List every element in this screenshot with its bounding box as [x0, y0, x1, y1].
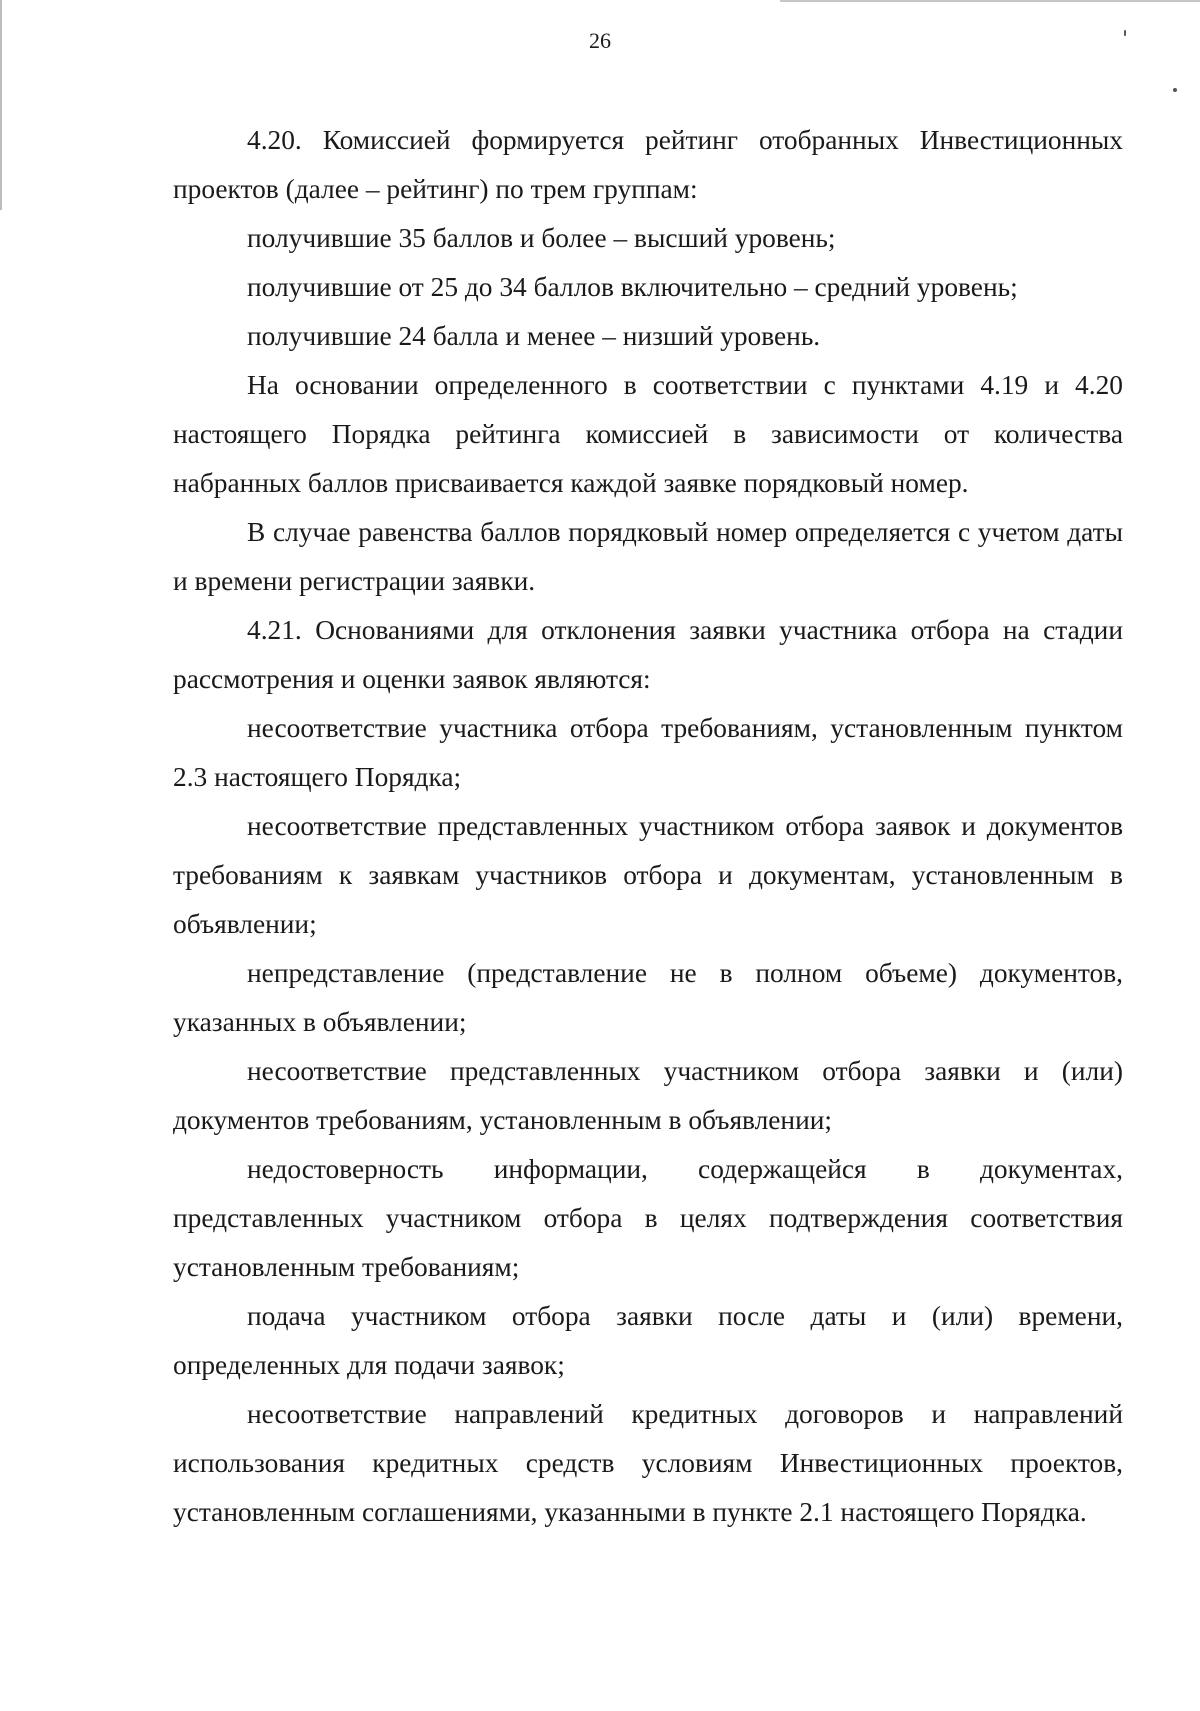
page-number: 26	[589, 28, 611, 53]
rejection-reason-item: непредставление (представление не в полном объеме) документов, указанных в объявлении;	[173, 958, 1123, 1037]
rejection-reason-item: несоответствие представленных участником отбора заявок и документов требованиям к заявкам участников отбора и документам, установленным в объявлении;	[173, 811, 1123, 939]
rejection-reason-item: недостоверность информации, содержащейся в документах, представленных участником отбора в целях подтверждения соответствия установленным требованиям;	[173, 1154, 1123, 1282]
rejection-reason-item: несоответствие участника отбора требованиям, установленным пунктом 2.3 настоящего Порядка;	[173, 713, 1123, 792]
paragraph-tie-break: В случае равенства баллов порядковый номер определяется с учетом даты и времени регистрации заявки.	[173, 517, 1123, 596]
rejection-reason-item: несоответствие представленных участником отбора заявки и (или) документов требованиям, установленным в объявлении;	[173, 1056, 1123, 1135]
paragraph-4-21-intro: 4.21. Основаниями для отклонения заявки участника отбора на стадии рассмотрения и оценки заявок являются:	[173, 615, 1123, 694]
rating-group-low: получившие 24 балла и менее – низший уровень.	[247, 321, 821, 351]
rating-group-medium: получившие от 25 до 34 баллов включительно – средний уровень;	[247, 272, 1018, 302]
document-body	[173, 116, 1123, 1537]
paragraph-numbering: На основании определенного в соответствии с пунктами 4.19 и 4.20 настоящего Порядка рейтинга комиссией в зависимости от количества набранных баллов присваивается каждой заявке порядковый номер.	[173, 370, 1123, 498]
scan-speck	[1173, 88, 1177, 92]
rejection-reason-item: несоответствие направлений кредитных договоров и направлений использования кредитных средств условиям Инвестиционных проектов, установленным соглашениями, указанными в пункте 2.1 настоящего Порядка.	[173, 1399, 1123, 1527]
paragraph-4-20-intro: 4.20. Комиссией формируется рейтинг отобранных Инвестиционных проектов (далее – рейтинг) по трем группам:	[173, 125, 1123, 204]
scan-top-rule	[780, 0, 1200, 2]
rating-group-high: получившие 35 баллов и более – высший уровень;	[247, 223, 836, 253]
rejection-reason-item: подача участником отбора заявки после даты и (или) времени, определенных для подачи заявок;	[173, 1301, 1123, 1380]
